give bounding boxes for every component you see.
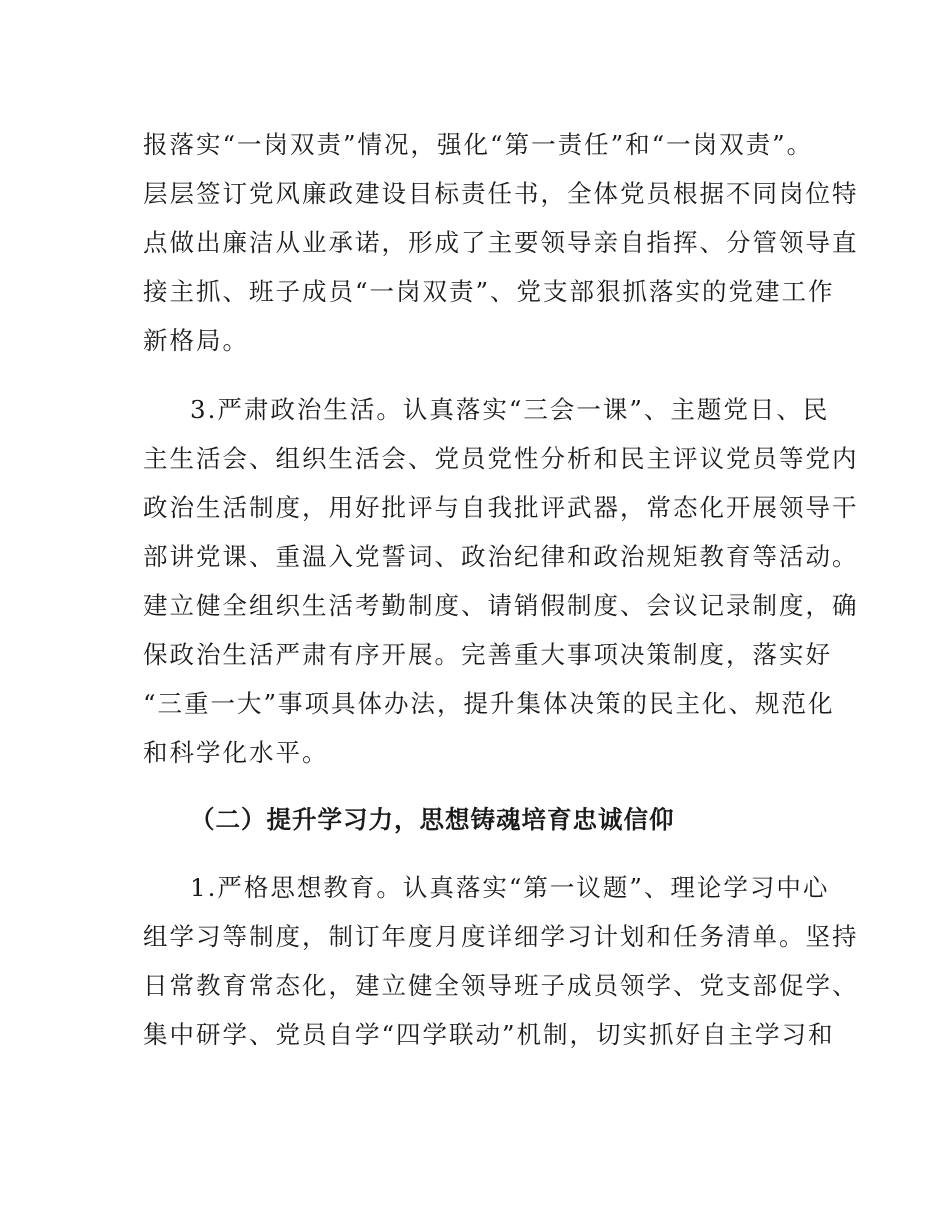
paragraph-line: 日常教育常态化，建立健全领导班子成员领学、党支部促学、 xyxy=(143,971,859,1000)
paragraph-line: 集中研学、党员自学“四学联动”机制，切实抓好自主学习和 xyxy=(143,1020,835,1049)
paragraph-line: 点做出廉洁从业承诺，形成了主要领导亲自指挥、分管领导直 xyxy=(143,228,859,257)
paragraph-line: 3.严肃政治生活。认真落实“三会一课”、主题党日、民 xyxy=(190,395,830,424)
paragraph-line: 部讲党课、重温入党誓词、政治纪律和政治规矩教育等活动。 xyxy=(143,542,859,571)
paragraph-line: 1.严格思想教育。认真落实“第一议题”、理论学习中心 xyxy=(190,873,830,902)
paragraph-line: 和科学化水平。 xyxy=(143,738,329,767)
paragraph-line: 保政治生活严肃有序开展。完善重大事项决策制度，落实好 xyxy=(143,640,832,669)
paragraph-line: 新格局。 xyxy=(143,326,249,355)
paragraph-line: 组学习等制度，制订年度月度详细学习计划和任务清单。坚持 xyxy=(143,922,859,951)
paragraph-line: “三重一大”事项具体办法，提升集体决策的民主化、规范化 xyxy=(143,689,835,718)
paragraph-line: 政治生活制度，用好批评与自我批评武器，常态化开展领导干 xyxy=(143,493,859,522)
paragraph-line: 建立健全组织生活考勤制度、请销假制度、会议记录制度，确 xyxy=(143,591,859,620)
paragraph-line: 层层签订党风廉政建设目标责任书，全体党员根据不同岗位特 xyxy=(143,179,859,208)
paragraph-line: 报落实“一岗双责”情况，强化“第一责任”和“一岗双责”。 xyxy=(143,130,814,159)
paragraph-line: 接主抓、班子成员“一岗双责”、党支部狠抓落实的党建工作 xyxy=(143,277,835,306)
section-heading: （二）提升学习力，思想铸魂培育忠诚信仰 xyxy=(190,805,675,834)
paragraph-line: 主生活会、组织生活会、党员党性分析和民主评议党员等党内 xyxy=(143,444,859,473)
